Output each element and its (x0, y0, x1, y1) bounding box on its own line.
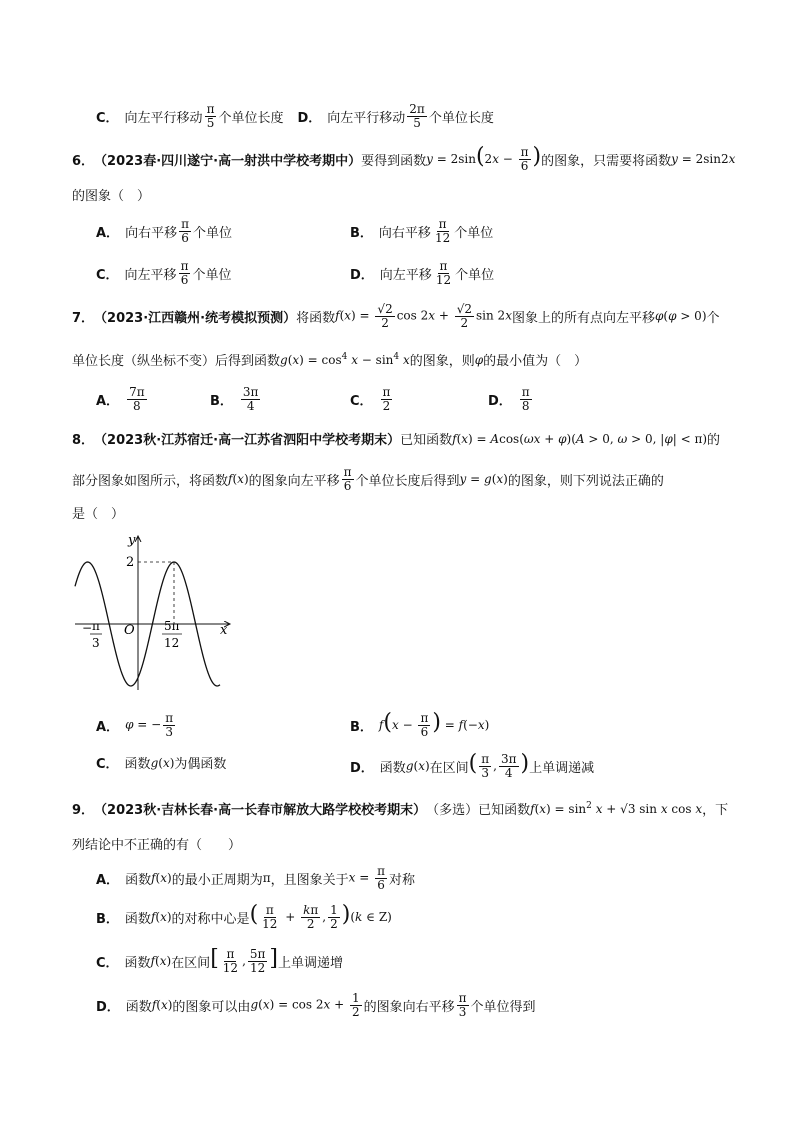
q9-option-a-pi: π (262, 871, 271, 886)
q8-option-c-gx: g(x) (150, 755, 175, 770)
q7-number: 7． (72, 310, 95, 326)
q5-option-c-fraction: $\frac{\pi}{5}$ (206, 102, 215, 130)
q6-formula-target: y = 2sin(2x − $\frac{\pi}{6}$ ) (426, 144, 542, 173)
q7-option-d (488, 386, 534, 412)
q7-option-b (210, 386, 262, 412)
q6-option-a (96, 218, 232, 244)
q6-option-c-fraction: $\frac{\pi}{6}$ (180, 259, 189, 287)
q9-option-b (96, 904, 392, 931)
q6-stem-a: 要得到函数 (361, 153, 427, 169)
q8-stem-line2 (72, 466, 664, 492)
q6-option-b-text: 向右平移 (378, 225, 431, 241)
q7-stem-a: 将函数 (296, 310, 336, 326)
q7-stem-line2 (72, 350, 587, 369)
q7-option-c-fraction: $\frac{\pi}{2}$ (382, 385, 391, 413)
q9-option-a-axis: x = $\frac{\pi}{6}$ (348, 864, 385, 892)
q8-function-graph (70, 530, 240, 695)
q6-option-b (350, 218, 493, 244)
q9-option-b-center: ( $\frac{\pi}{12}$ + $\frac{k\pi}{2}$ , $\frac{1}{2}$ )(k ∈ Z) (249, 902, 392, 931)
q8-formula-fx: f(x) (228, 472, 249, 487)
q9-formula-f: $f(x) = \sin^2 x + √3$ sin x cos x (530, 801, 703, 816)
q8-option-d (350, 753, 594, 780)
q9-option-b-mid: 的对称中心是 (171, 911, 250, 927)
q7-stem-f: 的最小值为（ ） (483, 354, 588, 369)
q9-option-c (96, 948, 343, 975)
q6-option-b-post: 个单位 (454, 225, 494, 241)
q8-option-c-label: C． (96, 757, 119, 772)
q5-option-d-post: 个单位长度 (428, 110, 494, 126)
q5-option-d-pre: 向左平行移动 (327, 110, 406, 126)
q7-option-d-fraction: $\frac{\pi}{8}$ (521, 385, 530, 413)
q7-stem-c: 个 (706, 310, 720, 326)
q9-option-d-pre: 函数 (125, 999, 152, 1015)
q8-option-b-label: B． (350, 719, 373, 735)
q7-source: （2023·江西赣州·统考模拟预测） (94, 310, 297, 326)
q8-formula-f: f(x) = Acos(ωx + φ)(A > 0, ω > 0, |φ| < π) (452, 431, 708, 446)
q6-formula-source: y = 2sin2x (671, 152, 736, 167)
q6-option-a-text: 向右平移 (125, 225, 178, 241)
q6-option-d-post: 个单位 (455, 267, 495, 283)
q8-option-d-pre: 函数 (379, 760, 406, 776)
q8-source: （2023秋·江苏宿迁·高一江苏省泗阳中学校考期末） (94, 433, 401, 448)
q8-option-a-formula: φ = − $\frac{\pi}{3}$ (125, 711, 174, 739)
q6-option-c-text: 向左平移 (124, 267, 177, 283)
q9-stem-line2 (72, 834, 241, 853)
q6-option-c (96, 260, 231, 286)
q8-stem-d: 的图象向左平移 (248, 473, 340, 489)
left-zero-denominator: 3 (92, 636, 100, 650)
q5-option-d-label: D． (297, 110, 322, 126)
q9-option-d-mid: 的图象可以由 (172, 999, 251, 1015)
q6-option-d-text: 向左平移 (379, 267, 432, 283)
q9-option-a-post: 对称 (388, 872, 415, 888)
x-axis-label: x (220, 623, 228, 638)
q9-stem-line1 (72, 799, 728, 818)
q9-option-c-post: 上单调递增 (278, 955, 344, 971)
q7-option-d-label: D． (488, 393, 512, 409)
q6-option-a-fraction: $\frac{\pi}{6}$ (181, 217, 189, 245)
q8-option-d-gx: g(x) (405, 759, 430, 774)
q8-stem-g: 是（ ） (72, 507, 125, 522)
q9-option-c-fx: f(x) (150, 954, 172, 969)
q9-option-a-mid: 的最小正周期为 (171, 872, 263, 888)
q9-option-d-shift: $\frac{\pi}{3}$ (458, 991, 467, 1019)
q6-source: （2023春·四川遂宁·高一射洪中学校考期中） (94, 153, 362, 169)
q5-option-c-post: 个单位长度 (218, 110, 284, 126)
max-x-numerator: 5π (164, 619, 180, 633)
q7-phi-symbol: φ (474, 352, 484, 367)
q7-stem-d: 单位长度（纵坐标不变）后得到函数 (72, 354, 281, 369)
q9-option-c-interval: [ $\frac{\pi}{12}$ , $\frac{5\pi}{12}$ ] (210, 946, 279, 975)
q5-option-c-pre: 向左平行移动 (124, 110, 203, 126)
q7-option-c (350, 386, 394, 412)
q7-option-a-fraction: $\frac{7\pi}{8}$ (129, 385, 145, 413)
q8-stem-c: 部分图象如图所示，将函数 (72, 473, 229, 489)
q6-option-c-label: C． (96, 267, 119, 283)
q8-stem-line3 (72, 503, 124, 522)
q8-stem-e: 个单位长度后得到 (355, 473, 460, 489)
q6-stem-line2 (72, 185, 150, 204)
q9-option-a-fx: f(x) (151, 871, 172, 886)
q8-option-c-pre: 函数 (124, 757, 151, 772)
q8-stem-line1 (72, 429, 720, 448)
q6-stem-c: 的图象（ ） (72, 189, 151, 204)
q9-option-c-label: C． (96, 955, 119, 971)
q8-stem-a: 已知函数 (400, 433, 453, 448)
q7-stem-e: 的图象，则 (409, 354, 475, 369)
q9-option-d-g: g(x) = cos 2x + $\frac{1}{2}$ (250, 991, 360, 1019)
left-zero-sign: − (82, 621, 93, 635)
q7-option-c-label: C． (350, 393, 373, 409)
q6-option-d-label: D． (350, 267, 374, 283)
q8-option-b-formula: f(x − $\frac{\pi}{6}$ ) = f(−x) (378, 710, 490, 739)
q9-option-b-pre: 函数 (124, 911, 151, 927)
q7-option-a-label: A． (96, 393, 120, 409)
q9-option-d (96, 992, 536, 1018)
q6-option-a-label: A． (96, 225, 120, 241)
q9-option-a-label: A． (96, 872, 120, 888)
q5-option-c-label: C． (96, 110, 119, 126)
q6-option-b-fraction: $\frac{\pi}{12}$ (434, 217, 451, 245)
q7-formula-g: $g(x) = \cos^4 x - \sin^4 x$ (280, 352, 410, 367)
q8-option-c-post: 为偶函数 (174, 757, 227, 772)
q9-stem-b: ，下 (702, 803, 729, 818)
q6-option-d (350, 260, 494, 286)
q8-option-c (96, 753, 226, 772)
max-value-label: 2 (126, 555, 135, 570)
q6-stem-line1 (72, 146, 735, 173)
q9-source: （2023秋·吉林长春·高一长春市解放大路学校校考期末） (94, 803, 427, 818)
q7-option-b-label: B． (210, 393, 233, 409)
q8-option-a-label: A． (96, 719, 120, 735)
q9-option-a-mid2: ，且图象关于 (270, 872, 349, 888)
q9-option-b-fx: f(x) (150, 910, 172, 925)
q9-option-c-mid: 在区间 (171, 955, 211, 971)
q9-option-d-post: 个单位得到 (470, 999, 536, 1015)
q8-option-d-mid: 在区间 (429, 760, 469, 776)
q6-option-d-fraction: $\frac{\pi}{12}$ (435, 259, 452, 287)
q9-option-b-label: B． (96, 911, 119, 927)
q8-formula-g: y = g(x) (459, 472, 508, 487)
q7-option-a (96, 386, 149, 412)
q7-formula-f: f(x) = $\frac{√2}{2}$ cos 2x + $\frac{√2}{2}$ sin 2x (335, 302, 512, 330)
q8-option-d-post: 上单调递减 (529, 760, 595, 776)
origin-label: O (124, 623, 135, 638)
q7-option-b-fraction: $\frac{3\pi}{4}$ (242, 385, 259, 413)
q9-stem-a: （多选）已知函数 (426, 803, 531, 818)
q9-option-d-fx: f(x) (151, 998, 173, 1013)
max-x-denominator: 12 (164, 636, 180, 650)
q8-option-d-interval: ( $\frac{\pi}{3}$ , $\frac{3\pi}{4}$ ) (468, 751, 530, 780)
q8-option-b (350, 712, 489, 739)
q8-number: 8． (72, 433, 95, 448)
q7-formula-phi: φ(φ > 0) (655, 309, 707, 324)
q5-option-d-fraction: $\frac{2\pi}{5}$ (409, 102, 425, 130)
q7-stem-line1 (72, 303, 720, 329)
q9-option-a-pre: 函数 (125, 872, 152, 888)
q7-stem-b: 图象上的所有点向左平移 (511, 310, 655, 326)
q9-option-c-pre: 函数 (124, 955, 151, 971)
q6-option-a-post: 个单位 (192, 225, 232, 241)
q9-number: 9． (72, 803, 95, 818)
q6-number: 6． (72, 153, 95, 169)
left-zero-numerator: π (92, 619, 100, 633)
q8-option-d-label: D． (350, 760, 374, 776)
q8-option-a (96, 712, 177, 738)
q6-stem-b: 的图象，只需要将函数 (541, 153, 672, 169)
q6-option-b-label: B． (350, 225, 373, 241)
q5-option-row (96, 103, 494, 129)
q9-option-d-label: D． (96, 999, 120, 1015)
q9-option-d-mid2: 的图象向右平移 (363, 999, 455, 1015)
q8-stem-b: 的 (707, 433, 721, 448)
y-axis-label: y (128, 533, 136, 548)
q9-option-a (96, 865, 415, 891)
q9-stem-c: 列结论中不正确的有（ ） (72, 838, 242, 853)
q8-stem-f: 的图象，则下列说法正确的 (507, 473, 664, 489)
q8-shift-fraction: $\frac{\pi}{6}$ (343, 465, 352, 493)
q6-option-c-post: 个单位 (192, 267, 232, 283)
